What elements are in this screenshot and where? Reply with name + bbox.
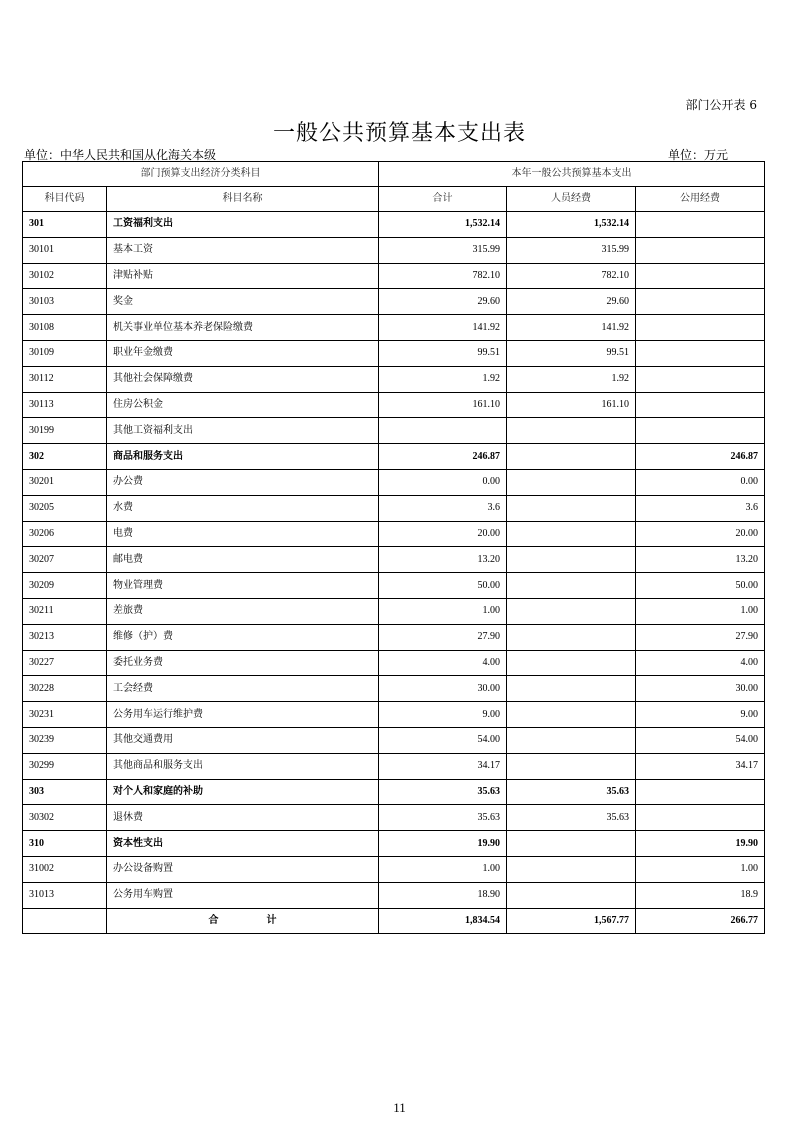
row-public: 0.00 <box>636 469 765 495</box>
row-code: 30201 <box>23 469 107 495</box>
row-total: 99.51 <box>379 340 507 366</box>
row-code: 30299 <box>23 753 107 779</box>
row-personnel <box>507 702 636 728</box>
table-row <box>23 727 765 753</box>
row-personnel <box>507 624 636 650</box>
row-public: 4.00 <box>636 650 765 676</box>
row-personnel <box>507 495 636 521</box>
table-row <box>23 469 765 495</box>
table-row <box>23 289 765 315</box>
unit-currency-label: 单位：万元 <box>668 148 729 162</box>
row-code: 30231 <box>23 702 107 728</box>
row-total: 315.99 <box>379 237 507 263</box>
row-code: 30206 <box>23 521 107 547</box>
row-public: 50.00 <box>636 573 765 599</box>
table-row <box>23 753 765 779</box>
row-name: 维修（护）费 <box>107 624 379 650</box>
row-name: 机关事业单位基本养老保险缴费 <box>107 315 379 341</box>
row-code: 30211 <box>23 598 107 624</box>
header-public: 公用经费 <box>636 187 765 212</box>
row-personnel: 29.60 <box>507 289 636 315</box>
row-total: 782.10 <box>379 263 507 289</box>
row-name: 住房公积金 <box>107 392 379 418</box>
row-code: 30112 <box>23 366 107 392</box>
row-name: 电费 <box>107 521 379 547</box>
row-total: 19.90 <box>379 831 507 857</box>
row-code: 30228 <box>23 676 107 702</box>
header-total: 合计 <box>379 187 507 212</box>
row-public: 54.00 <box>636 727 765 753</box>
row-code: 30213 <box>23 624 107 650</box>
row-total: 3.6 <box>379 495 507 521</box>
table-row <box>23 495 765 521</box>
row-public <box>636 237 765 263</box>
row-public: 9.00 <box>636 702 765 728</box>
row-total <box>379 418 507 444</box>
row-name: 职业年金缴费 <box>107 340 379 366</box>
row-total: 13.20 <box>379 547 507 573</box>
table-row <box>23 598 765 624</box>
row-personnel <box>507 573 636 599</box>
row-code: 30109 <box>23 340 107 366</box>
row-code: 30108 <box>23 315 107 341</box>
total-public: 266.77 <box>636 908 765 934</box>
row-name: 委托业务费 <box>107 650 379 676</box>
row-code: 30103 <box>23 289 107 315</box>
row-public <box>636 315 765 341</box>
header-group-row <box>23 162 765 187</box>
row-name: 工资福利支出 <box>107 212 379 238</box>
row-name: 资本性支出 <box>107 831 379 857</box>
row-personnel <box>507 676 636 702</box>
table-row <box>23 392 765 418</box>
row-total: 35.63 <box>379 779 507 805</box>
row-public <box>636 418 765 444</box>
header-personnel: 人员经费 <box>507 187 636 212</box>
total-empty-cell <box>23 908 107 934</box>
row-total: 1.92 <box>379 366 507 392</box>
row-code: 30227 <box>23 650 107 676</box>
row-total: 9.00 <box>379 702 507 728</box>
row-name: 奖金 <box>107 289 379 315</box>
row-personnel <box>507 831 636 857</box>
table-row <box>23 676 765 702</box>
row-personnel <box>507 547 636 573</box>
table-row <box>23 547 765 573</box>
row-public: 20.00 <box>636 521 765 547</box>
table-number-label: 部门公开表 6 <box>685 98 757 112</box>
row-code: 30102 <box>23 263 107 289</box>
row-name: 其他工资福利支出 <box>107 418 379 444</box>
row-code: 30205 <box>23 495 107 521</box>
row-public: 1.00 <box>636 598 765 624</box>
row-personnel: 782.10 <box>507 263 636 289</box>
row-personnel <box>507 727 636 753</box>
row-public <box>636 805 765 831</box>
row-total: 54.00 <box>379 727 507 753</box>
total-personnel: 1,567.77 <box>507 908 636 934</box>
table-row <box>23 805 765 831</box>
row-personnel <box>507 882 636 908</box>
row-total: 29.60 <box>379 289 507 315</box>
row-name: 退休费 <box>107 805 379 831</box>
row-total: 161.10 <box>379 392 507 418</box>
row-name: 其他社会保障缴费 <box>107 366 379 392</box>
row-personnel: 1.92 <box>507 366 636 392</box>
row-total: 34.17 <box>379 753 507 779</box>
row-personnel <box>507 444 636 470</box>
row-public: 246.87 <box>636 444 765 470</box>
row-personnel: 1,532.14 <box>507 212 636 238</box>
row-personnel <box>507 598 636 624</box>
row-total: 30.00 <box>379 676 507 702</box>
table-row <box>23 624 765 650</box>
row-total: 1.00 <box>379 598 507 624</box>
row-personnel: 35.63 <box>507 779 636 805</box>
row-code: 310 <box>23 831 107 857</box>
row-public: 1.00 <box>636 856 765 882</box>
table-row <box>23 521 765 547</box>
row-personnel: 99.51 <box>507 340 636 366</box>
header-basic-expenditure: 本年一般公共预算基本支出 <box>379 162 765 187</box>
page-title: 一般公共预算基本支出表 <box>272 121 526 146</box>
header-code: 科目代码 <box>23 187 107 212</box>
row-total: 1.00 <box>379 856 507 882</box>
table-row <box>23 573 765 599</box>
row-name: 公务用车购置 <box>107 882 379 908</box>
row-total: 1,532.14 <box>379 212 507 238</box>
row-personnel <box>507 856 636 882</box>
row-public <box>636 366 765 392</box>
row-code: 31002 <box>23 856 107 882</box>
row-code: 30199 <box>23 418 107 444</box>
row-name: 办公设备购置 <box>107 856 379 882</box>
row-name: 对个人和家庭的补助 <box>107 779 379 805</box>
row-personnel <box>507 521 636 547</box>
table-row <box>23 650 765 676</box>
row-code: 30113 <box>23 392 107 418</box>
table-row <box>23 882 765 908</box>
row-personnel: 315.99 <box>507 237 636 263</box>
table-row <box>23 444 765 470</box>
total-row <box>23 908 765 934</box>
budget-table <box>22 161 765 934</box>
row-total: 27.90 <box>379 624 507 650</box>
table-row <box>23 315 765 341</box>
row-personnel: 35.63 <box>507 805 636 831</box>
row-public <box>636 392 765 418</box>
header-name: 科目名称 <box>107 187 379 212</box>
row-code: 30101 <box>23 237 107 263</box>
row-name: 津贴补贴 <box>107 263 379 289</box>
unit-org-label: 单位：中华人民共和国从化海关本级 <box>24 148 217 162</box>
row-name: 物业管理费 <box>107 573 379 599</box>
row-code: 30209 <box>23 573 107 599</box>
total-label <box>107 908 379 934</box>
table-row <box>23 831 765 857</box>
row-public <box>636 340 765 366</box>
row-name: 其他商品和服务支出 <box>107 753 379 779</box>
row-total: 50.00 <box>379 573 507 599</box>
row-code: 30302 <box>23 805 107 831</box>
row-code: 31013 <box>23 882 107 908</box>
row-name: 差旅费 <box>107 598 379 624</box>
row-total: 20.00 <box>379 521 507 547</box>
row-code: 30239 <box>23 727 107 753</box>
row-public <box>636 289 765 315</box>
row-code: 301 <box>23 212 107 238</box>
row-public: 3.6 <box>636 495 765 521</box>
row-personnel <box>507 418 636 444</box>
header-economic-classification: 部门预算支出经济分类科目 <box>23 162 379 187</box>
row-name: 基本工资 <box>107 237 379 263</box>
row-name: 商品和服务支出 <box>107 444 379 470</box>
row-public: 30.00 <box>636 676 765 702</box>
row-public <box>636 779 765 805</box>
row-total: 35.63 <box>379 805 507 831</box>
row-personnel: 161.10 <box>507 392 636 418</box>
row-name: 办公费 <box>107 469 379 495</box>
row-personnel <box>507 753 636 779</box>
row-total: 141.92 <box>379 315 507 341</box>
row-name: 其他交通费用 <box>107 727 379 753</box>
row-total: 0.00 <box>379 469 507 495</box>
table-row <box>23 237 765 263</box>
table-row <box>23 856 765 882</box>
row-public: 27.90 <box>636 624 765 650</box>
page-number: 11 <box>393 1100 406 1115</box>
header-column-row <box>23 187 765 212</box>
row-name: 水费 <box>107 495 379 521</box>
row-name: 邮电费 <box>107 547 379 573</box>
row-personnel <box>507 650 636 676</box>
table-row <box>23 418 765 444</box>
row-name: 公务用车运行维护费 <box>107 702 379 728</box>
row-public <box>636 263 765 289</box>
total-label-right: 计 <box>266 914 277 926</box>
row-name: 工会经费 <box>107 676 379 702</box>
row-personnel <box>507 469 636 495</box>
table-row <box>23 366 765 392</box>
table-row <box>23 702 765 728</box>
row-personnel: 141.92 <box>507 315 636 341</box>
row-code: 30207 <box>23 547 107 573</box>
total-sum: 1,834.54 <box>379 908 507 934</box>
total-label-left: 合 <box>208 914 219 926</box>
row-code: 303 <box>23 779 107 805</box>
table-row <box>23 340 765 366</box>
table-row <box>23 779 765 805</box>
row-total: 4.00 <box>379 650 507 676</box>
row-public: 19.90 <box>636 831 765 857</box>
row-total: 246.87 <box>379 444 507 470</box>
row-public: 13.20 <box>636 547 765 573</box>
table-row <box>23 263 765 289</box>
row-public: 18.9 <box>636 882 765 908</box>
table-row <box>23 212 765 238</box>
row-total: 18.90 <box>379 882 507 908</box>
row-code: 302 <box>23 444 107 470</box>
row-public <box>636 212 765 238</box>
row-public: 34.17 <box>636 753 765 779</box>
